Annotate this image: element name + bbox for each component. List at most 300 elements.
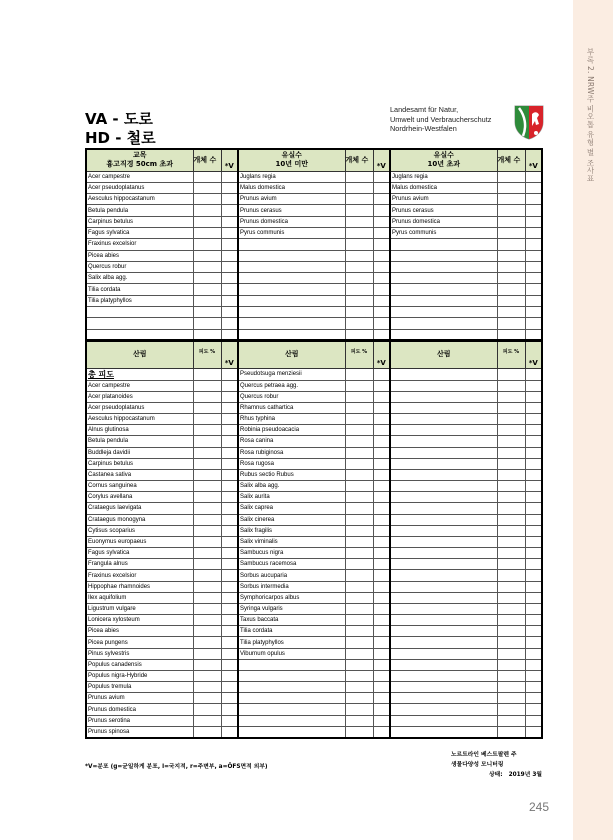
- cover-cell[interactable]: [193, 548, 221, 559]
- cover-cell[interactable]: [345, 704, 373, 715]
- count-cell[interactable]: [345, 261, 373, 272]
- cover-cell[interactable]: [345, 458, 373, 469]
- distribution-cell[interactable]: [373, 171, 390, 182]
- count-cell[interactable]: [497, 250, 525, 261]
- distribution-cell[interactable]: [525, 380, 542, 391]
- distribution-cell[interactable]: [373, 525, 390, 536]
- distribution-cell[interactable]: [221, 626, 238, 637]
- cover-cell[interactable]: [345, 548, 373, 559]
- cover-cell[interactable]: [193, 503, 221, 514]
- count-cell[interactable]: [345, 194, 373, 205]
- count-cell[interactable]: [345, 318, 373, 329]
- cover-cell[interactable]: [193, 425, 221, 436]
- cover-cell[interactable]: [345, 559, 373, 570]
- species-name: Symphoricarpos albus: [238, 592, 345, 603]
- distribution-cell[interactable]: [525, 525, 542, 536]
- distribution-cell[interactable]: [221, 414, 238, 425]
- distribution-cell[interactable]: [373, 414, 390, 425]
- table-row: [86, 715, 542, 726]
- distribution-cell[interactable]: [373, 715, 390, 726]
- distribution-cell[interactable]: [525, 261, 542, 272]
- distribution-cell[interactable]: [221, 492, 238, 503]
- cover-cell[interactable]: [193, 458, 221, 469]
- distribution-cell[interactable]: [525, 318, 542, 329]
- distribution-cell[interactable]: [373, 626, 390, 637]
- cover-cell[interactable]: [497, 469, 525, 480]
- cover-cell[interactable]: [497, 570, 525, 581]
- cover-cell[interactable]: [497, 648, 525, 659]
- cover-cell[interactable]: [497, 380, 525, 391]
- distribution-cell[interactable]: [221, 715, 238, 726]
- distribution-cell[interactable]: [221, 693, 238, 704]
- count-cell[interactable]: [497, 273, 525, 284]
- cover-cell[interactable]: [497, 581, 525, 592]
- distribution-cell[interactable]: [373, 492, 390, 503]
- distribution-cell[interactable]: [221, 216, 238, 227]
- cover-cell[interactable]: [193, 693, 221, 704]
- cover-cell[interactable]: [193, 368, 221, 380]
- cover-cell[interactable]: [497, 682, 525, 693]
- cover-cell[interactable]: [193, 391, 221, 402]
- distribution-cell[interactable]: [373, 205, 390, 216]
- distribution-cell[interactable]: [525, 592, 542, 603]
- cover-cell[interactable]: [497, 659, 525, 670]
- count-cell[interactable]: [193, 194, 221, 205]
- cover-cell[interactable]: [193, 559, 221, 570]
- distribution-cell[interactable]: [221, 447, 238, 458]
- distribution-cell[interactable]: [373, 380, 390, 391]
- distribution-cell[interactable]: [373, 182, 390, 193]
- cover-cell[interactable]: [497, 503, 525, 514]
- distribution-cell[interactable]: [221, 581, 238, 592]
- cover-cell[interactable]: [193, 402, 221, 413]
- distribution-cell[interactable]: [373, 227, 390, 238]
- distribution-cell[interactable]: [373, 603, 390, 614]
- cover-cell[interactable]: [497, 436, 525, 447]
- cover-cell[interactable]: [345, 514, 373, 525]
- cover-cell[interactable]: [193, 659, 221, 670]
- count-cell[interactable]: [345, 284, 373, 295]
- count-cell[interactable]: [345, 273, 373, 284]
- cover-cell[interactable]: [345, 492, 373, 503]
- cover-cell[interactable]: [193, 715, 221, 726]
- distribution-cell[interactable]: [221, 615, 238, 626]
- distribution-cell[interactable]: [221, 525, 238, 536]
- cover-cell[interactable]: [193, 592, 221, 603]
- cover-cell[interactable]: [497, 402, 525, 413]
- distribution-cell[interactable]: [221, 682, 238, 693]
- cover-cell[interactable]: [345, 402, 373, 413]
- distribution-cell[interactable]: [525, 615, 542, 626]
- distribution-cell[interactable]: [525, 659, 542, 670]
- distribution-cell[interactable]: [373, 447, 390, 458]
- cover-cell[interactable]: [497, 492, 525, 503]
- count-cell[interactable]: [345, 307, 373, 318]
- distribution-cell[interactable]: [373, 402, 390, 413]
- distribution-cell[interactable]: [373, 458, 390, 469]
- cover-cell[interactable]: [345, 368, 373, 380]
- count-cell[interactable]: [497, 227, 525, 238]
- distribution-cell[interactable]: [525, 194, 542, 205]
- cover-cell[interactable]: [497, 615, 525, 626]
- cover-cell[interactable]: [345, 615, 373, 626]
- distribution-cell[interactable]: [525, 704, 542, 715]
- cover-cell[interactable]: [193, 469, 221, 480]
- cover-cell[interactable]: [497, 425, 525, 436]
- distribution-cell[interactable]: [525, 503, 542, 514]
- distribution-cell[interactable]: [221, 570, 238, 581]
- distribution-cell[interactable]: [221, 592, 238, 603]
- count-cell[interactable]: [193, 182, 221, 193]
- cover-cell[interactable]: [193, 481, 221, 492]
- distribution-cell[interactable]: [373, 250, 390, 261]
- distribution-cell[interactable]: [221, 227, 238, 238]
- count-cell[interactable]: [497, 307, 525, 318]
- distribution-cell[interactable]: [525, 239, 542, 250]
- distribution-cell[interactable]: [525, 307, 542, 318]
- cover-cell[interactable]: [193, 414, 221, 425]
- distribution-cell[interactable]: [221, 368, 238, 380]
- distribution-cell[interactable]: [525, 295, 542, 306]
- distribution-cell[interactable]: [221, 603, 238, 614]
- distribution-cell[interactable]: [221, 261, 238, 272]
- distribution-cell[interactable]: [525, 368, 542, 380]
- cover-cell[interactable]: [345, 436, 373, 447]
- distribution-cell[interactable]: [373, 425, 390, 436]
- cover-cell[interactable]: [497, 391, 525, 402]
- cover-cell[interactable]: [497, 626, 525, 637]
- distribution-cell[interactable]: [221, 239, 238, 250]
- distribution-cell[interactable]: [373, 481, 390, 492]
- distribution-cell[interactable]: [373, 536, 390, 547]
- distribution-cell[interactable]: [525, 726, 542, 737]
- cover-cell[interactable]: [345, 626, 373, 637]
- distribution-cell[interactable]: [373, 693, 390, 704]
- cover-cell[interactable]: [193, 436, 221, 447]
- distribution-cell[interactable]: [373, 682, 390, 693]
- distribution-cell[interactable]: [525, 670, 542, 681]
- distribution-cell[interactable]: [373, 391, 390, 402]
- count-cell[interactable]: [345, 216, 373, 227]
- distribution-cell[interactable]: [525, 284, 542, 295]
- distribution-cell[interactable]: [525, 536, 542, 547]
- distribution-cell[interactable]: [221, 250, 238, 261]
- distribution-cell[interactable]: [525, 329, 542, 340]
- distribution-cell[interactable]: [525, 492, 542, 503]
- count-cell[interactable]: [193, 261, 221, 272]
- cover-cell[interactable]: [497, 514, 525, 525]
- cover-cell[interactable]: [193, 637, 221, 648]
- count-cell[interactable]: [345, 227, 373, 238]
- cover-cell[interactable]: [345, 581, 373, 592]
- distribution-cell[interactable]: [525, 548, 542, 559]
- distribution-cell[interactable]: [525, 570, 542, 581]
- count-cell[interactable]: [345, 250, 373, 261]
- cover-cell[interactable]: [497, 368, 525, 380]
- cover-cell[interactable]: [345, 648, 373, 659]
- cover-cell[interactable]: [345, 481, 373, 492]
- distribution-cell[interactable]: [373, 548, 390, 559]
- count-cell[interactable]: [193, 329, 221, 340]
- cover-cell[interactable]: [497, 693, 525, 704]
- count-cell[interactable]: [497, 284, 525, 295]
- cover-cell[interactable]: [497, 447, 525, 458]
- distribution-cell[interactable]: [221, 425, 238, 436]
- distribution-cell[interactable]: [525, 250, 542, 261]
- table-row: [86, 216, 542, 227]
- table-row: [86, 368, 542, 380]
- cover-cell[interactable]: [345, 391, 373, 402]
- cover-cell[interactable]: [497, 525, 525, 536]
- distribution-cell[interactable]: [221, 284, 238, 295]
- distribution-cell[interactable]: [221, 536, 238, 547]
- distribution-cell[interactable]: [221, 548, 238, 559]
- cover-cell[interactable]: [497, 481, 525, 492]
- cover-cell[interactable]: [497, 637, 525, 648]
- distribution-cell[interactable]: [525, 182, 542, 193]
- distribution-cell[interactable]: [221, 436, 238, 447]
- distribution-cell[interactable]: [525, 559, 542, 570]
- distribution-cell[interactable]: [221, 307, 238, 318]
- distribution-cell[interactable]: [525, 216, 542, 227]
- distribution-cell[interactable]: [373, 307, 390, 318]
- cover-cell[interactable]: [193, 626, 221, 637]
- cover-cell[interactable]: [345, 693, 373, 704]
- cover-cell[interactable]: [497, 559, 525, 570]
- org-line: Landesamt für Natur,: [390, 105, 459, 114]
- count-cell[interactable]: [497, 182, 525, 193]
- count-cell[interactable]: [193, 273, 221, 284]
- distribution-cell[interactable]: [525, 391, 542, 402]
- count-cell[interactable]: [345, 329, 373, 340]
- distribution-cell[interactable]: [525, 414, 542, 425]
- cover-cell[interactable]: [193, 525, 221, 536]
- cover-cell[interactable]: [193, 704, 221, 715]
- count-cell[interactable]: [497, 261, 525, 272]
- distribution-cell[interactable]: [373, 329, 390, 340]
- count-cell[interactable]: [497, 171, 525, 182]
- count-cell[interactable]: [193, 284, 221, 295]
- distribution-cell[interactable]: [373, 503, 390, 514]
- distribution-cell[interactable]: [221, 469, 238, 480]
- distribution-cell[interactable]: [221, 704, 238, 715]
- cover-cell[interactable]: [193, 447, 221, 458]
- cover-cell[interactable]: [193, 536, 221, 547]
- count-cell[interactable]: [193, 307, 221, 318]
- distribution-cell[interactable]: [373, 284, 390, 295]
- cover-cell[interactable]: [497, 715, 525, 726]
- distribution-cell[interactable]: [373, 648, 390, 659]
- distribution-cell[interactable]: [221, 514, 238, 525]
- distribution-cell[interactable]: [373, 295, 390, 306]
- distribution-cell[interactable]: [525, 447, 542, 458]
- count-cell[interactable]: [497, 205, 525, 216]
- cover-cell[interactable]: [345, 659, 373, 670]
- cover-cell[interactable]: [497, 548, 525, 559]
- cover-cell[interactable]: [345, 603, 373, 614]
- distribution-cell[interactable]: [221, 273, 238, 284]
- cover-cell[interactable]: [193, 648, 221, 659]
- distribution-cell[interactable]: [373, 273, 390, 284]
- distribution-cell[interactable]: [221, 637, 238, 648]
- distribution-cell[interactable]: [525, 402, 542, 413]
- distribution-cell[interactable]: [525, 273, 542, 284]
- distribution-cell[interactable]: [221, 295, 238, 306]
- distribution-cell[interactable]: [221, 182, 238, 193]
- distribution-cell[interactable]: [525, 693, 542, 704]
- distribution-cell[interactable]: [373, 570, 390, 581]
- cover-cell[interactable]: [345, 414, 373, 425]
- count-cell[interactable]: [497, 318, 525, 329]
- distribution-cell[interactable]: [373, 704, 390, 715]
- distribution-cell[interactable]: [221, 205, 238, 216]
- distribution-cell[interactable]: [373, 670, 390, 681]
- distribution-cell[interactable]: [221, 670, 238, 681]
- cover-cell[interactable]: [345, 670, 373, 681]
- cover-cell[interactable]: [497, 603, 525, 614]
- distribution-cell[interactable]: [221, 391, 238, 402]
- distribution-cell[interactable]: [525, 581, 542, 592]
- distribution-cell[interactable]: [525, 715, 542, 726]
- count-cell[interactable]: [345, 205, 373, 216]
- distribution-cell[interactable]: [373, 514, 390, 525]
- count-cell[interactable]: [497, 239, 525, 250]
- count-cell[interactable]: [497, 329, 525, 340]
- cover-cell[interactable]: [193, 492, 221, 503]
- cover-cell[interactable]: [497, 458, 525, 469]
- cover-cell[interactable]: [345, 682, 373, 693]
- cover-cell[interactable]: [345, 592, 373, 603]
- distribution-cell[interactable]: [525, 637, 542, 648]
- cover-cell[interactable]: [497, 670, 525, 681]
- distribution-cell[interactable]: [525, 227, 542, 238]
- distribution-cell[interactable]: [525, 648, 542, 659]
- distribution-cell[interactable]: [525, 436, 542, 447]
- cover-cell[interactable]: [345, 469, 373, 480]
- cover-cell[interactable]: [497, 592, 525, 603]
- species-name: [390, 368, 497, 380]
- distribution-cell[interactable]: [525, 481, 542, 492]
- distribution-cell[interactable]: [221, 726, 238, 737]
- distribution-cell[interactable]: [525, 458, 542, 469]
- cover-cell[interactable]: [193, 726, 221, 737]
- distribution-cell[interactable]: [221, 171, 238, 182]
- distribution-cell[interactable]: [373, 726, 390, 737]
- cover-cell[interactable]: [497, 536, 525, 547]
- distribution-header: *V: [373, 341, 390, 368]
- cover-cell[interactable]: [345, 536, 373, 547]
- distribution-cell[interactable]: [373, 581, 390, 592]
- cover-cell[interactable]: [497, 414, 525, 425]
- count-cell[interactable]: [193, 295, 221, 306]
- species-name: [390, 391, 497, 402]
- cover-cell[interactable]: [193, 514, 221, 525]
- cover-cell[interactable]: [345, 715, 373, 726]
- distribution-cell[interactable]: [373, 469, 390, 480]
- distribution-cell[interactable]: [221, 329, 238, 340]
- cover-cell[interactable]: [345, 447, 373, 458]
- species-name: [390, 329, 497, 340]
- cover-cell[interactable]: [193, 670, 221, 681]
- distribution-cell[interactable]: [221, 402, 238, 413]
- count-cell[interactable]: [193, 216, 221, 227]
- cover-cell[interactable]: [193, 581, 221, 592]
- count-cell[interactable]: [193, 227, 221, 238]
- distribution-cell[interactable]: [221, 659, 238, 670]
- count-cell[interactable]: [497, 194, 525, 205]
- distribution-cell[interactable]: [525, 626, 542, 637]
- count-cell[interactable]: [345, 182, 373, 193]
- distribution-cell[interactable]: [373, 261, 390, 272]
- distribution-cell[interactable]: [373, 659, 390, 670]
- table-row: [86, 295, 542, 306]
- count-cell[interactable]: [193, 250, 221, 261]
- distribution-cell[interactable]: [525, 514, 542, 525]
- cover-cell[interactable]: [345, 637, 373, 648]
- cover-cell[interactable]: [345, 525, 373, 536]
- distribution-cell[interactable]: [373, 318, 390, 329]
- distribution-cell[interactable]: [525, 425, 542, 436]
- cover-cell[interactable]: [193, 570, 221, 581]
- cover-cell[interactable]: [193, 380, 221, 391]
- distribution-cell[interactable]: [221, 481, 238, 492]
- count-cell[interactable]: [345, 295, 373, 306]
- cover-cell[interactable]: [345, 726, 373, 737]
- cover-cell[interactable]: [497, 726, 525, 737]
- distribution-cell[interactable]: [221, 380, 238, 391]
- distribution-cell[interactable]: [373, 194, 390, 205]
- distribution-cell[interactable]: [221, 458, 238, 469]
- distribution-cell[interactable]: [373, 637, 390, 648]
- distribution-cell[interactable]: [525, 205, 542, 216]
- distribution-cell[interactable]: [221, 194, 238, 205]
- distribution-cell[interactable]: [221, 648, 238, 659]
- count-cell[interactable]: [497, 295, 525, 306]
- distribution-cell[interactable]: [221, 318, 238, 329]
- cover-cell[interactable]: [345, 380, 373, 391]
- count-cell[interactable]: [345, 171, 373, 182]
- count-cell[interactable]: [193, 171, 221, 182]
- count-cell[interactable]: [345, 239, 373, 250]
- distribution-cell[interactable]: [373, 592, 390, 603]
- count-cell[interactable]: [497, 216, 525, 227]
- species-name: [238, 329, 345, 340]
- count-cell[interactable]: [193, 239, 221, 250]
- cover-cell[interactable]: [497, 704, 525, 715]
- distribution-cell[interactable]: [373, 368, 390, 380]
- species-name: [390, 659, 497, 670]
- count-cell[interactable]: [193, 205, 221, 216]
- distribution-cell[interactable]: [373, 239, 390, 250]
- count-cell[interactable]: [193, 318, 221, 329]
- distribution-cell[interactable]: [373, 559, 390, 570]
- distribution-cell[interactable]: [525, 171, 542, 182]
- distribution-cell[interactable]: [373, 615, 390, 626]
- cover-cell[interactable]: [193, 603, 221, 614]
- distribution-cell[interactable]: [373, 216, 390, 227]
- distribution-cell[interactable]: [525, 603, 542, 614]
- distribution-cell[interactable]: [221, 503, 238, 514]
- cover-cell[interactable]: [193, 615, 221, 626]
- distribution-cell[interactable]: [525, 469, 542, 480]
- distribution-cell[interactable]: [525, 682, 542, 693]
- cover-cell[interactable]: [345, 503, 373, 514]
- distribution-cell[interactable]: [373, 436, 390, 447]
- cover-cell[interactable]: [345, 570, 373, 581]
- cover-cell[interactable]: [193, 682, 221, 693]
- cover-cell[interactable]: [345, 425, 373, 436]
- distribution-cell[interactable]: [221, 559, 238, 570]
